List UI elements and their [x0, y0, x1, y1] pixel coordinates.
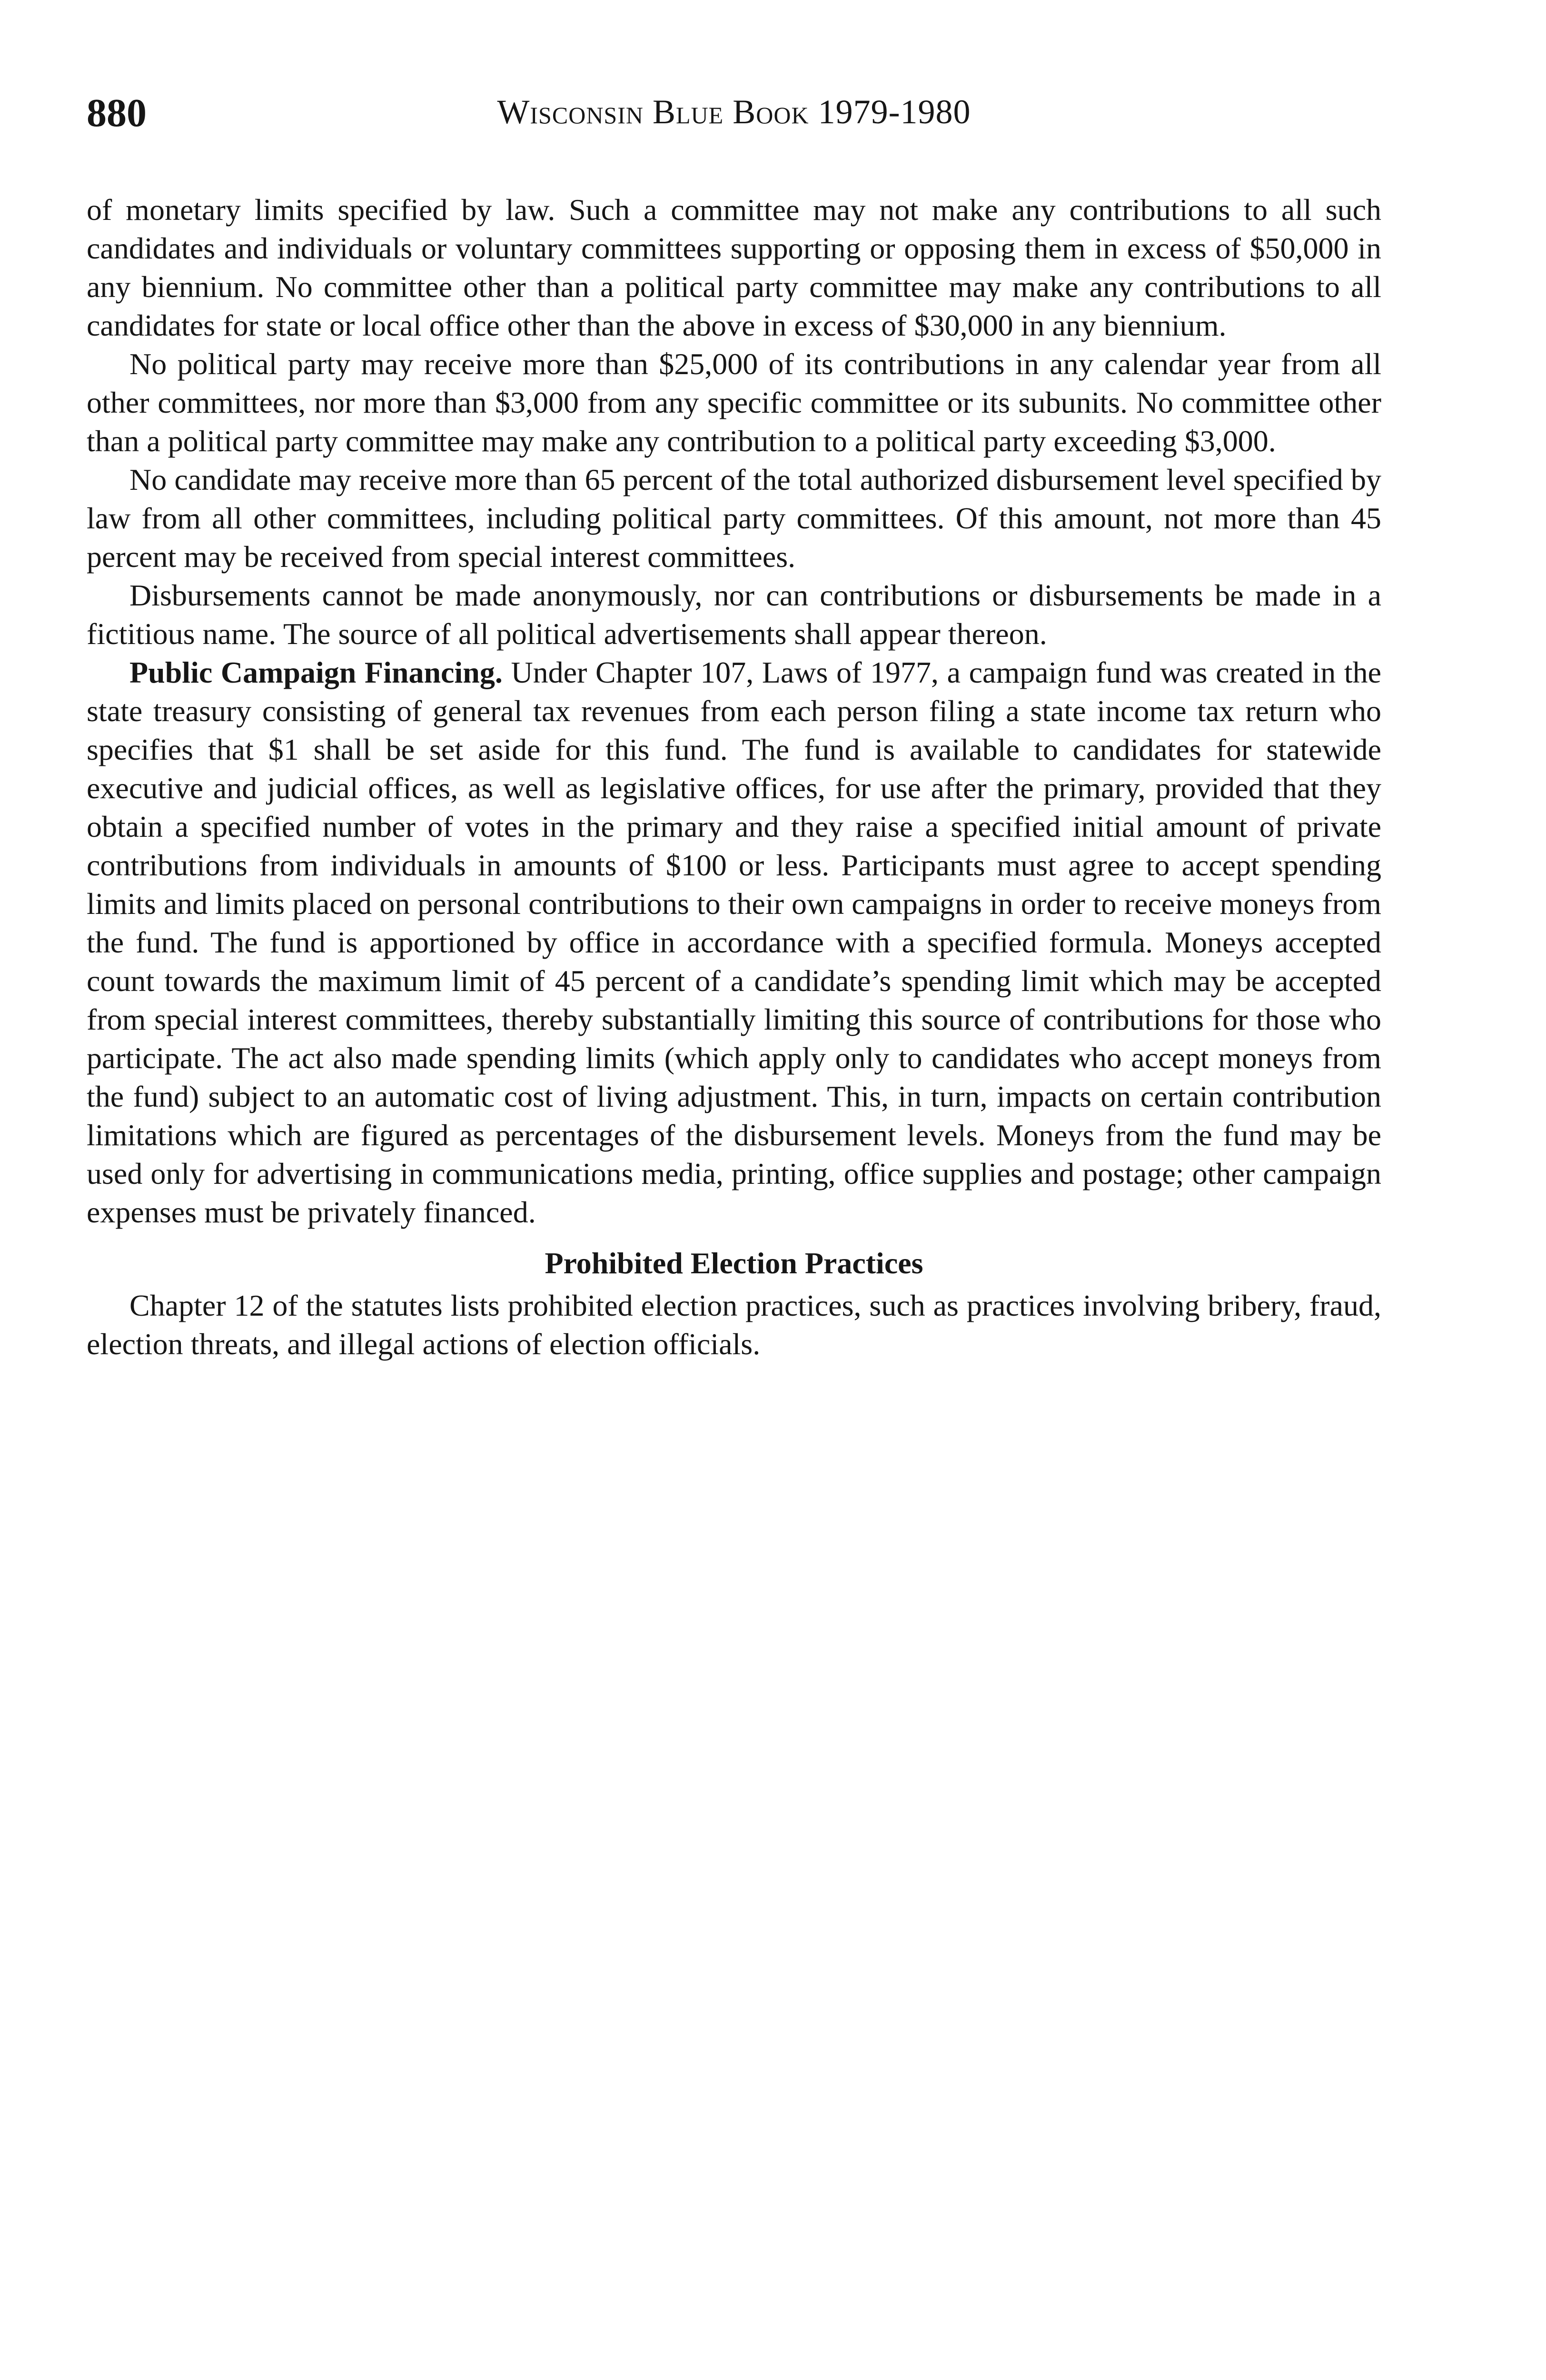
public-financing-text: Under Chapter 107, Laws of 1977, a campaign fund was created in the state treasury consisting of general tax revenues from each person filing a state income tax return who specifies that $1 shall be set aside for this fund. The fund is available to candidates for statewide executive and judicial offices, as well as legislative offices, for use after the primary, provided that they obtain a specified number of votes in the primary and they raise a specified initial amount of private contributions from individuals in amounts of $100 or less. Participants must agree to accept spending limits and limits placed on personal contributions to their own campaigns in order to receive moneys from the fund. The fund is apportioned by office in accordance with a specified formula. Moneys accepted count towards the maximum limit of 45 percent of a candidate’s spending limit which may be accepted from special interest committees, thereby substantially limiting this source of contributions for those who participate. The act also made spending limits (which apply only to candidates who accept moneys from the fund) subject to an automatic cost of living adjustment. This, in turn, impacts on certain contribution limitations which are figured as percentages of the disbursement levels. Moneys from the fund may be used only for advertising in communications media, printing, office supplies and postage; other campaign expenses must be privately financed.: [87, 655, 1382, 1229]
paragraph-political-party-limits: No political party may receive more than $25,000 of its contributions in any calendar year from all other committees, nor more than $3,000 from any specific committee or its subunits. No committee other than a political party committee may make any contribution to a political party exceeding $3,000.: [87, 347, 1381, 458]
page-number: 880: [87, 91, 147, 135]
public-financing-heading: Public Campaign Financing.: [129, 655, 503, 689]
paragraph-continued: of monetary limits specified by law. Such a committee may not make any contributions to all such candidates and individuals or voluntary committees supporting or opposing them in excess of $50,000 in any biennium. No committee other than a political party committee may make any contributions to all candidates for state or local office other than the above in excess of $30,000 in any biennium.: [87, 193, 1381, 342]
section-heading-prohibited-practices: Prohibited Election Practices: [545, 1246, 923, 1280]
body-text: [87, 190, 1381, 1363]
paragraph-public-campaign-financing: [87, 653, 1381, 1231]
running-title: Wisconsin Blue Book 1979-1980: [497, 93, 971, 131]
paragraph-disbursements: Disbursements cannot be made anonymously, nor can contributions or disbursements be made in a fictitious name. The source of all political advertisements shall appear thereon.: [87, 578, 1381, 651]
paragraph-prohibited-practices: Chapter 12 of the statutes lists prohibited election practices, such as practices involving bribery, fraud, election threats, and illegal actions of election officials.: [87, 1289, 1381, 1361]
page-header: [87, 93, 1381, 165]
paragraph-candidate-limits: No candidate may receive more than 65 percent of the total authorized disbursement level specified by law from all other committees, including political party committees. Of this amount, not more than 45 percent may be received from special interest committees.: [87, 463, 1381, 574]
